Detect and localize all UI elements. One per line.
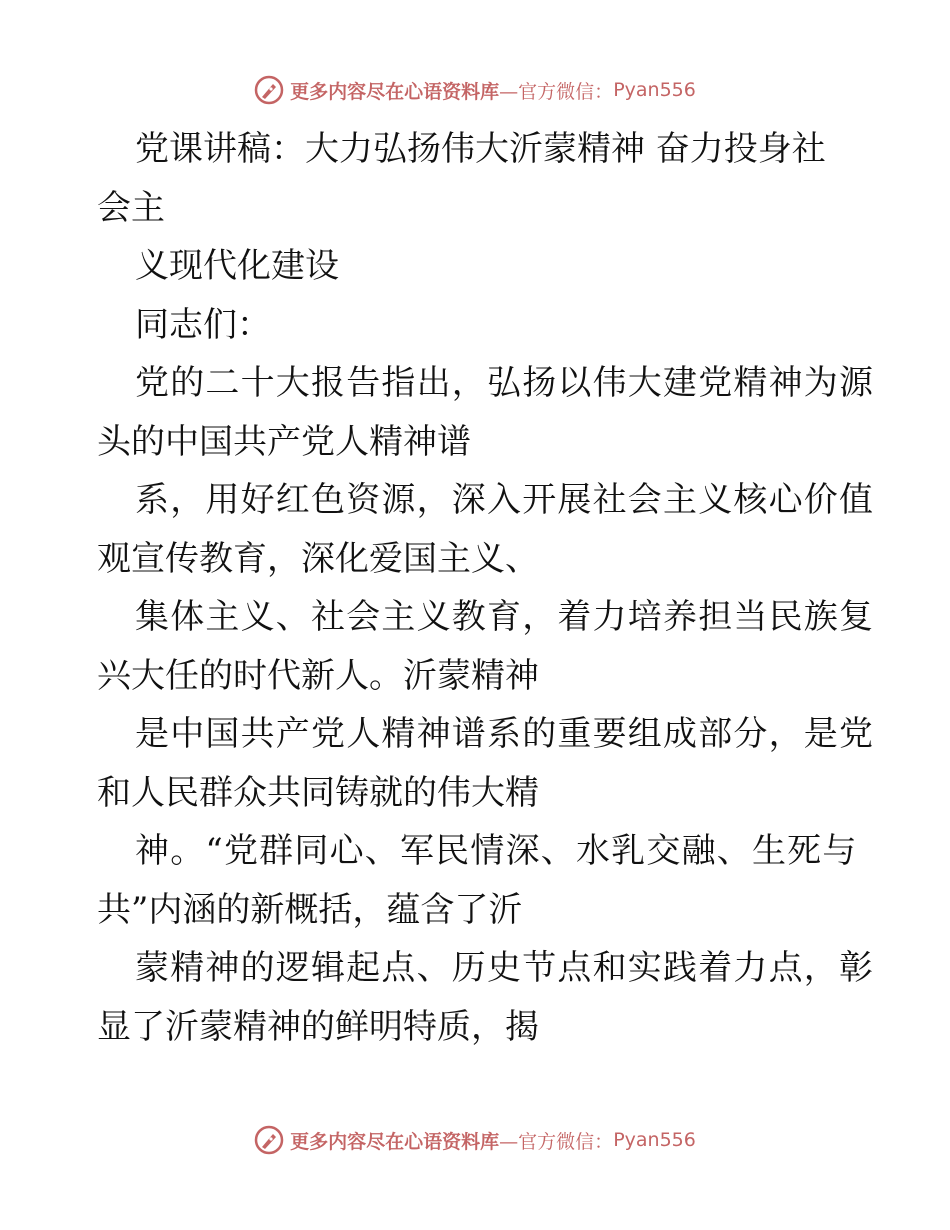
watermark-sub-text: —官方微信：	[499, 1130, 614, 1153]
paragraph-line: 党的二十大报告指出，弘扬以伟大建党精神为源	[135, 363, 875, 403]
header-watermark	[0, 70, 950, 110]
paragraph-line: 神。“党群同心、军民情深、水乳交融、生死与	[135, 831, 858, 871]
paragraph-line: 系，用好红色资源，深入开展社会主义核心价值	[135, 480, 875, 520]
paragraph-line: 集体主义、社会主义教育，着力培养担当民族复	[135, 597, 875, 637]
pen-nib-icon	[254, 1125, 284, 1155]
title-line: 党课讲稿：大力弘扬伟大沂蒙精神 奋力投身社	[135, 129, 826, 169]
salutation: 同志们：	[135, 304, 271, 345]
paragraph-line: 和人民群众共同铸就的伟大精	[97, 772, 539, 813]
title-line-2: 义现代化建设	[135, 246, 339, 286]
paragraph-line: 蒙精神的逻辑起点、历史节点和实践着力点，彰	[135, 948, 875, 988]
footer-watermark	[0, 1120, 950, 1160]
watermark-wechat-id: Pyan556	[613, 1129, 696, 1151]
title-line-continued: 会主	[97, 187, 165, 228]
watermark-wechat-id: Pyan556	[613, 79, 696, 101]
watermark-sub-text: —官方微信：	[499, 80, 614, 103]
paragraph-line: 头的中国共产党人精神谱	[97, 421, 471, 462]
pen-nib-icon	[254, 75, 284, 105]
document-body	[97, 120, 875, 1056]
watermark-main-text: 更多内容尽在心语资料库	[290, 80, 500, 103]
paragraph-line: 兴大任的时代新人。沂蒙精神	[97, 655, 539, 696]
paragraph-line: 显了沂蒙精神的鲜明特质，揭	[97, 1006, 539, 1047]
paragraph-line: 观宣传教育，深化爱国主义、	[97, 538, 539, 579]
paragraph-line: 共”内涵的新概括，蕴含了沂	[97, 889, 523, 930]
watermark-main-text: 更多内容尽在心语资料库	[290, 1130, 500, 1153]
paragraph-line: 是中国共产党人精神谱系的重要组成部分，是党	[135, 714, 875, 754]
